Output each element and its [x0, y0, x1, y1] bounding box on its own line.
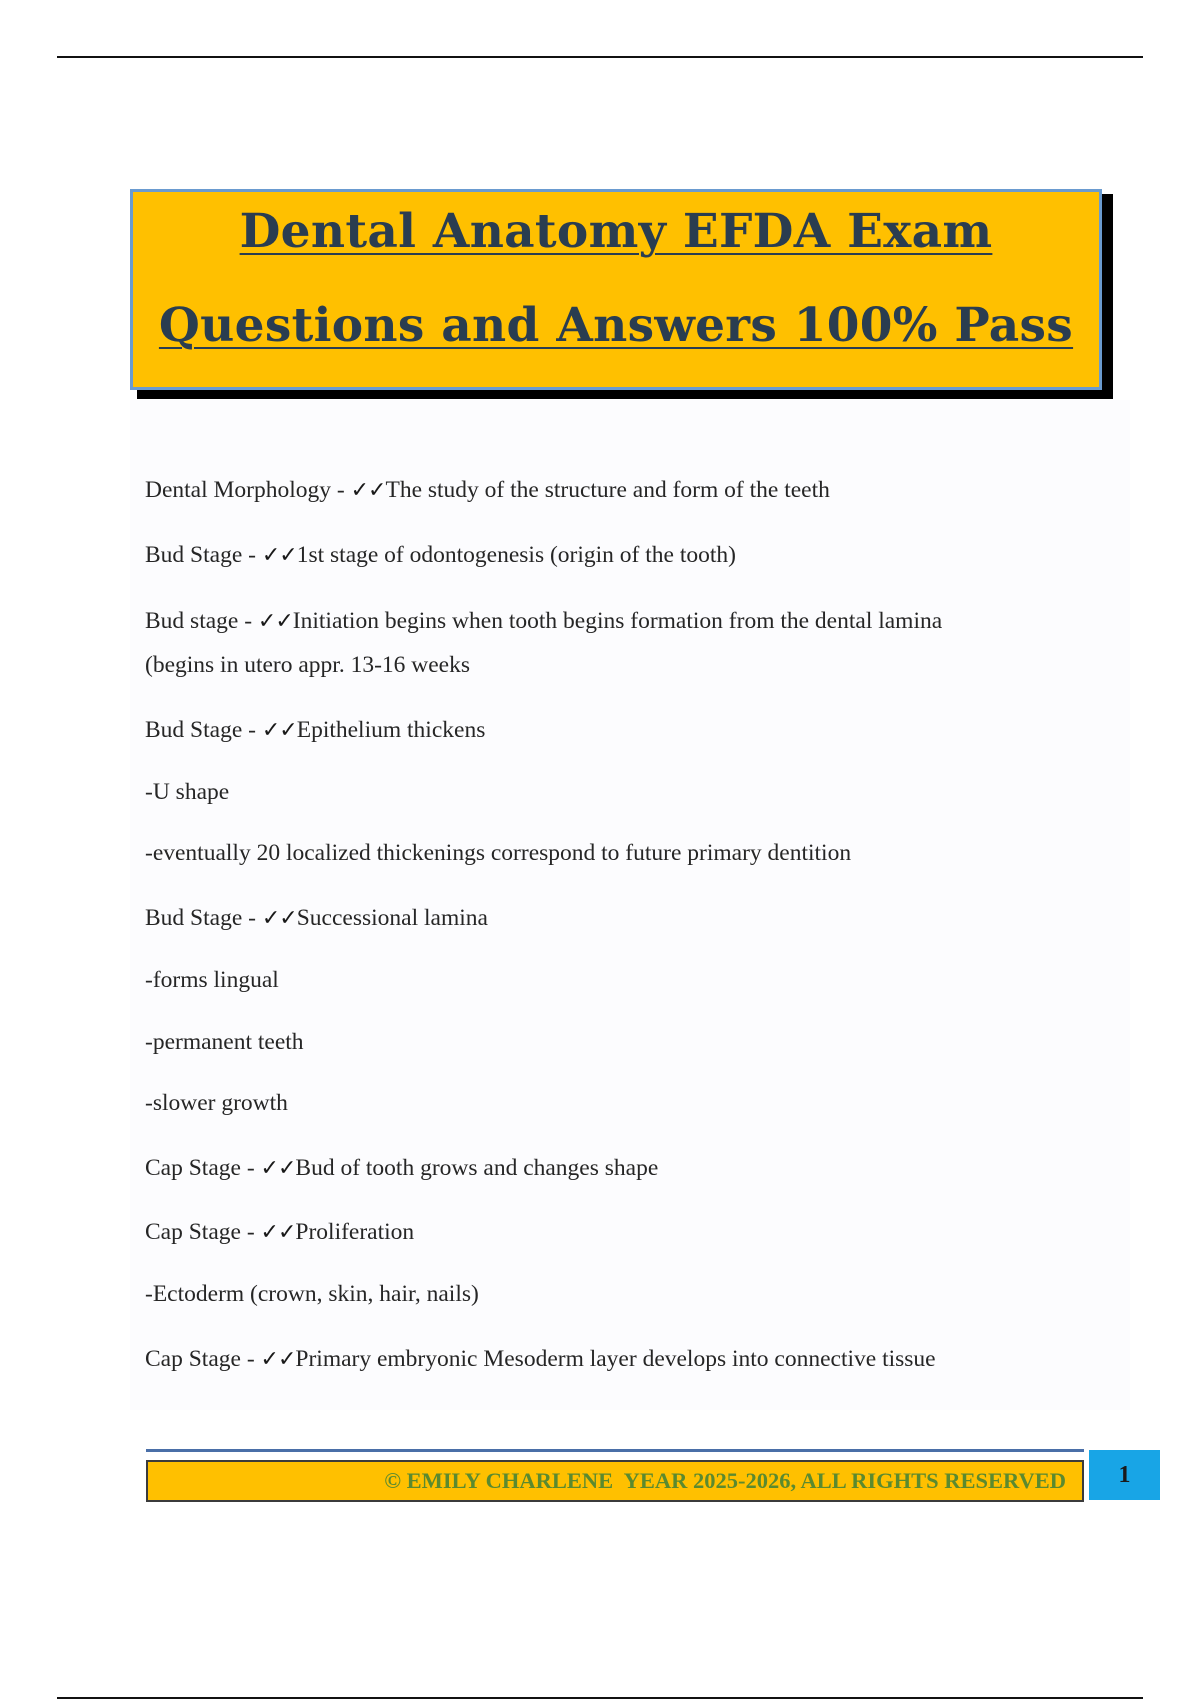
qa-entry [145, 1146, 658, 1191]
title-line-1: Dental Anatomy EFDA Exam [239, 204, 993, 259]
entry-term: Cap Stage - [145, 1346, 261, 1372]
entry-text: The study of the structure and form of the teeth [385, 477, 830, 503]
checkmark-icon: ✓✓ [257, 609, 293, 634]
entry-text: Proliferation [295, 1219, 415, 1245]
title-line-2: Questions and Answers 100% Pass [158, 298, 1074, 353]
qa-entry-continuation [145, 958, 279, 1002]
qa-entry [145, 599, 942, 644]
qa-entry [145, 533, 736, 578]
qa-entry-continuation [145, 770, 229, 814]
entry-text: -permanent teeth [145, 1029, 304, 1055]
entry-term: Bud stage - [145, 608, 258, 634]
checkmark-icon: ✓✓ [350, 478, 386, 503]
checkmark-icon: ✓✓ [261, 543, 297, 568]
qa-entry [145, 468, 830, 513]
entry-text: Successional lamina [296, 905, 488, 931]
checkmark-icon: ✓✓ [260, 1347, 296, 1372]
entry-text: -eventually 20 localized thickenings correspond to future primary dentition [145, 840, 852, 866]
qa-entry-continuation [145, 1020, 304, 1064]
qa-entry [145, 1210, 414, 1255]
qa-entry-continuation [145, 1081, 288, 1125]
qa-entry [145, 708, 485, 753]
entry-text: (begins in utero appr. 13-16 weeks [145, 652, 471, 678]
entry-text: Epithelium thickens [296, 717, 486, 743]
entry-text: -Ectoderm (crown, skin, hair, nails) [145, 1281, 479, 1307]
entry-text: Primary embryonic Mesoderm layer develops into connective tissue [295, 1346, 936, 1372]
qa-entry-continuation [145, 831, 851, 875]
entry-term: Cap Stage - [145, 1219, 261, 1245]
copyright-notice: © EMILY CHARLENE YEAR 2025-2026, ALL RIGHTS RESERVED [384, 1468, 1066, 1493]
qa-entry-continuation [145, 1272, 479, 1316]
qa-entry-continuation [145, 643, 470, 687]
checkmark-icon: ✓✓ [260, 1220, 296, 1245]
entry-term: Bud Stage - [145, 542, 262, 568]
top-rule [57, 56, 1143, 58]
qa-entry [145, 896, 488, 941]
entry-term: Bud Stage - [145, 717, 262, 743]
checkmark-icon: ✓✓ [260, 1156, 296, 1181]
entry-text: -U shape [145, 779, 230, 805]
entry-term: Cap Stage - [145, 1155, 261, 1181]
page-number: 1 [1118, 1462, 1131, 1488]
entry-term: Dental Morphology - [145, 477, 351, 503]
footer-rule [146, 1449, 1084, 1452]
qa-entry [145, 1337, 936, 1382]
entry-text: -slower growth [145, 1090, 288, 1116]
entry-term: Bud Stage - [145, 905, 262, 931]
page-number-badge [1089, 1450, 1160, 1500]
entry-text: Bud of tooth grows and changes shape [295, 1155, 659, 1181]
entry-text: 1st stage of odontogenesis (origin of the tooth) [296, 542, 736, 568]
bottom-rule [57, 1697, 1143, 1699]
title-banner [130, 189, 1102, 390]
checkmark-icon: ✓✓ [261, 906, 297, 931]
entry-text: -forms lingual [145, 967, 279, 993]
footer-banner [146, 1460, 1084, 1502]
entry-text: Initiation begins when tooth begins formation from the dental lamina [292, 608, 943, 634]
checkmark-icon: ✓✓ [261, 718, 297, 743]
